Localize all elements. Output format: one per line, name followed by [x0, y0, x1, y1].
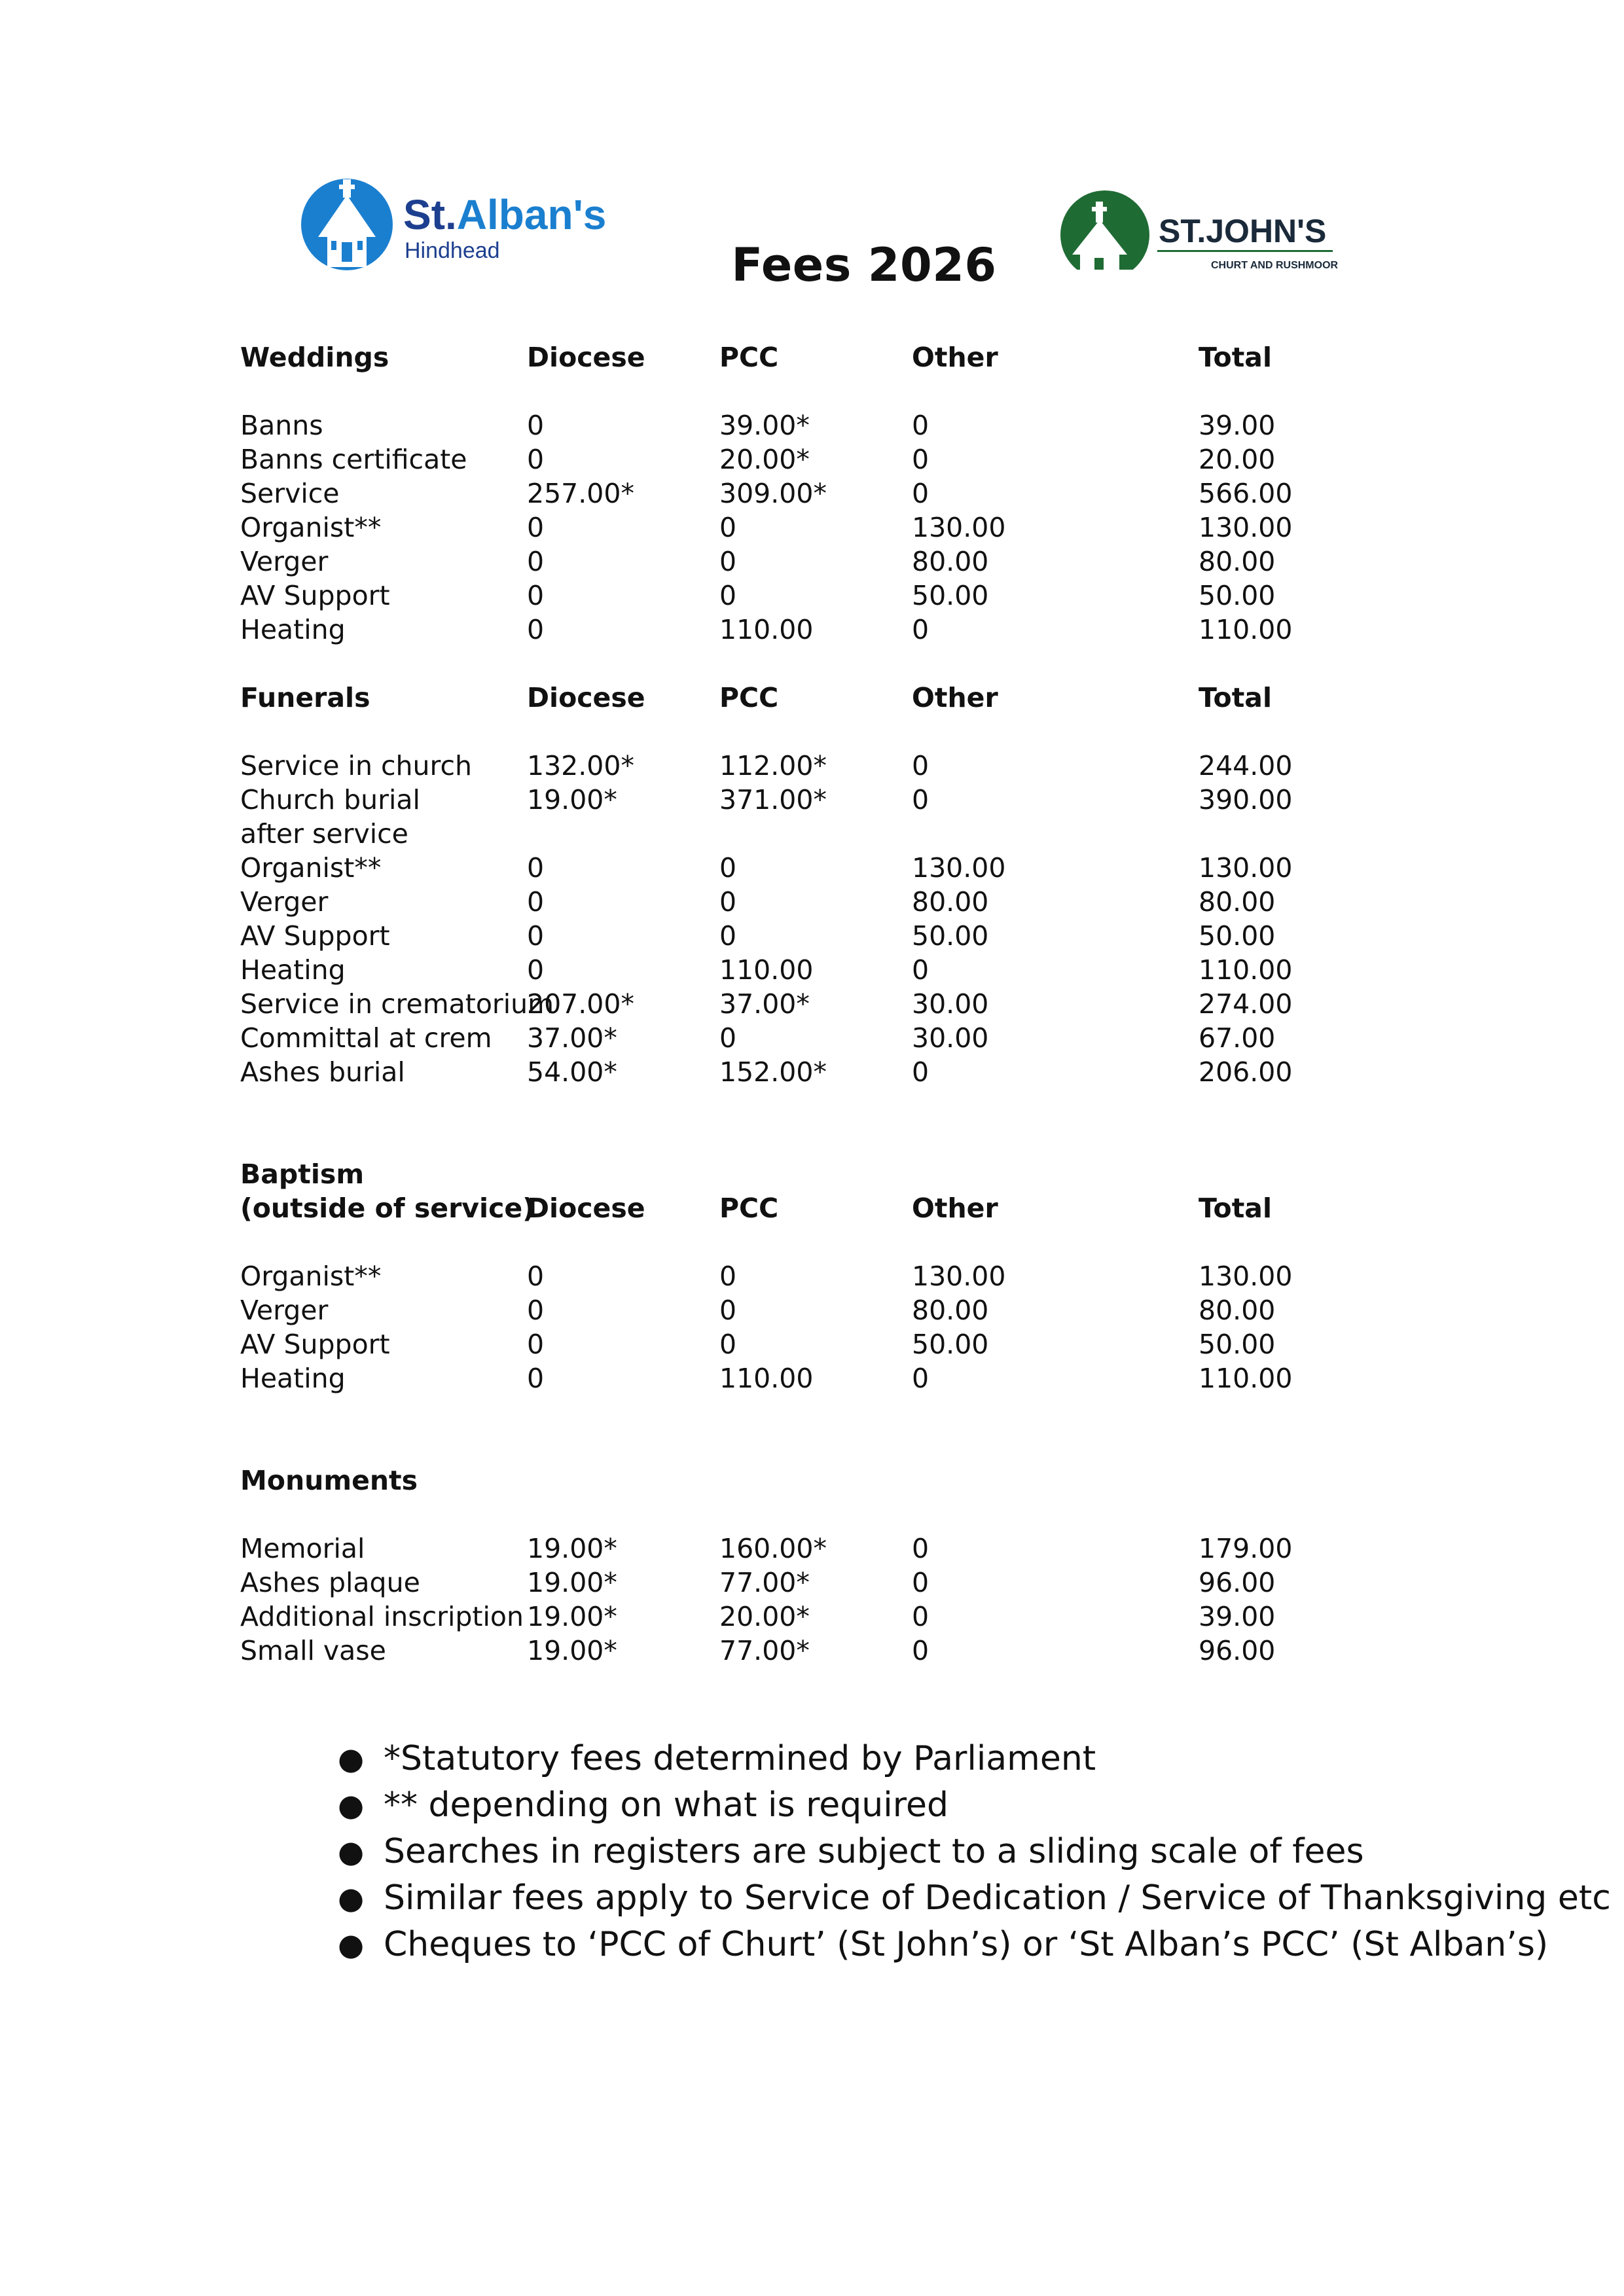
total-fee: 206.00 — [1199, 1056, 1293, 1088]
table-row — [240, 885, 1353, 919]
total-fee: 130.00 — [1199, 512, 1293, 543]
pcc-fee: 0 — [719, 580, 737, 611]
item-label: Heating — [240, 614, 346, 645]
pcc-fee: 20.00* — [719, 444, 810, 475]
funerals-header-row — [240, 681, 1353, 715]
item-label: Church burial — [240, 784, 420, 816]
pcc-fee: 0 — [719, 1022, 737, 1054]
st-albans-logo-sub: Hindhead — [405, 238, 500, 263]
item-label: Ashes plaque — [240, 1567, 420, 1598]
diocese-fee: 0 — [527, 1329, 545, 1360]
other-fee: 80.00 — [912, 886, 989, 918]
item-label: Service in crematorium — [240, 988, 554, 1020]
other-fee: 80.00 — [912, 1295, 989, 1326]
pcc-fee: 0 — [719, 920, 737, 952]
item-label: Organist** — [240, 512, 382, 543]
item-label: Banns certificate — [240, 444, 467, 475]
total-fee: 80.00 — [1199, 546, 1276, 577]
table-row — [240, 749, 1353, 783]
table-row — [240, 1600, 1353, 1634]
total-fee: 80.00 — [1199, 886, 1276, 918]
total-fee: 110.00 — [1199, 1363, 1293, 1394]
pcc-fee: 20.00* — [719, 1601, 810, 1632]
other-fee: 0 — [912, 1635, 929, 1666]
other-fee: 50.00 — [912, 920, 989, 952]
note-text: Similar fees apply to Service of Dedication / Service of Thanksgiving etc — [384, 1878, 1611, 1918]
other-fee: 50.00 — [912, 580, 989, 611]
total-fee: 50.00 — [1199, 1329, 1276, 1360]
table-row — [240, 919, 1353, 953]
item-label: Ashes burial — [240, 1056, 405, 1088]
pcc-fee: 0 — [719, 1295, 737, 1326]
section-title: Monuments — [240, 1465, 418, 1496]
pcc-fee: 0 — [719, 886, 737, 918]
table-row — [240, 1021, 1353, 1055]
item-label: Organist** — [240, 1261, 382, 1292]
diocese-fee: 132.00* — [527, 750, 634, 781]
table-row — [240, 851, 1353, 885]
pcc-fee: 0 — [719, 512, 737, 543]
diocese-fee: 257.00* — [527, 478, 634, 509]
table-row — [240, 613, 1353, 647]
total-fee: 39.00 — [1199, 1601, 1276, 1632]
column-header-diocese: Diocese — [527, 1193, 645, 1224]
column-header-pcc: PCC — [719, 342, 779, 373]
page-title: Fees 2026 — [731, 238, 997, 292]
total-fee: 50.00 — [1199, 920, 1276, 952]
column-header-other: Other — [912, 342, 998, 373]
section-title: Baptism — [240, 1158, 365, 1190]
st-johns-logo — [1059, 186, 1399, 284]
pcc-fee: 0 — [719, 1329, 737, 1360]
section-subtitle: (outside of service) — [240, 1193, 535, 1224]
pcc-fee: 110.00 — [719, 1363, 814, 1394]
item-label: Verger — [240, 886, 329, 918]
column-header-total: Total — [1199, 342, 1272, 373]
diocese-fee: 207.00* — [527, 988, 634, 1020]
bullet-icon: ● — [338, 1880, 365, 1916]
diocese-fee: 19.00* — [527, 1533, 617, 1564]
total-fee: 110.00 — [1199, 614, 1293, 645]
item-label: Heating — [240, 1363, 346, 1394]
item-label: AV Support — [240, 920, 390, 952]
bullet-icon: ● — [338, 1927, 365, 1962]
diocese-fee: 0 — [527, 852, 545, 884]
table-row — [240, 476, 1353, 511]
table-row — [240, 817, 1353, 851]
section-title: Weddings — [240, 342, 389, 373]
table-row — [240, 1293, 1353, 1327]
diocese-fee: 0 — [527, 580, 545, 611]
column-header-other: Other — [912, 1193, 998, 1224]
total-fee: 390.00 — [1199, 784, 1293, 816]
other-fee: 30.00 — [912, 1022, 989, 1054]
table-row — [240, 1327, 1353, 1361]
st-albans-logo-main: Alban's — [456, 191, 607, 238]
table-row — [240, 1055, 1353, 1089]
section-title: Funerals — [240, 682, 370, 713]
item-label: Organist** — [240, 852, 382, 884]
pcc-fee: 112.00* — [719, 750, 827, 781]
item-label: after service — [240, 818, 408, 850]
table-row — [240, 953, 1353, 987]
diocese-fee: 0 — [527, 1261, 545, 1292]
st-albans-logo — [300, 175, 640, 274]
diocese-fee: 19.00* — [527, 784, 617, 816]
pcc-fee: 39.00* — [719, 410, 810, 441]
diocese-fee: 0 — [527, 1295, 545, 1326]
item-label: Additional inscription — [240, 1601, 524, 1632]
list-item — [334, 1736, 1611, 1782]
table-row — [240, 1566, 1353, 1600]
other-fee: 130.00 — [912, 512, 1006, 543]
column-header-diocese: Diocese — [527, 342, 645, 373]
diocese-fee: 19.00* — [527, 1601, 617, 1632]
other-fee: 0 — [912, 1056, 929, 1088]
list-item — [334, 1875, 1611, 1922]
diocese-fee: 19.00* — [527, 1567, 617, 1598]
monuments-header-row — [240, 1463, 1353, 1498]
total-fee: 39.00 — [1199, 410, 1276, 441]
pcc-fee: 371.00* — [719, 784, 827, 816]
column-header-total: Total — [1199, 682, 1272, 713]
other-fee: 0 — [912, 1567, 929, 1598]
weddings-header-row — [240, 340, 1353, 374]
pcc-fee: 309.00* — [719, 478, 827, 509]
total-fee: 20.00 — [1199, 444, 1276, 475]
baptism-header-row-1 — [240, 1157, 1353, 1191]
table-row — [240, 1634, 1353, 1668]
pcc-fee: 110.00 — [719, 954, 814, 986]
total-fee: 96.00 — [1199, 1635, 1276, 1666]
diocese-fee: 0 — [527, 954, 545, 986]
other-fee: 0 — [912, 784, 929, 816]
column-header-other: Other — [912, 682, 998, 713]
other-fee: 0 — [912, 444, 929, 475]
fees-table — [240, 340, 1353, 1668]
column-header-pcc: PCC — [719, 1193, 779, 1224]
other-fee: 50.00 — [912, 1329, 989, 1360]
other-fee: 0 — [912, 1533, 929, 1564]
diocese-fee: 0 — [527, 614, 545, 645]
table-row — [240, 1259, 1353, 1293]
st-johns-logo-main: ST.JOHN'S — [1159, 213, 1327, 249]
bullet-icon: ● — [338, 1741, 365, 1776]
diocese-fee: 54.00* — [527, 1056, 617, 1088]
other-fee: 130.00 — [912, 1261, 1006, 1292]
table-row — [240, 987, 1353, 1021]
note-text: *Statutory fees determined by Parliament — [384, 1739, 1096, 1778]
note-text: Cheques to ‘PCC of Churt’ (St John’s) or ‘St Alban’s PCC’ (St Alban’s) — [384, 1925, 1549, 1964]
list-item — [334, 1829, 1611, 1875]
other-fee: 80.00 — [912, 546, 989, 577]
other-fee: 130.00 — [912, 852, 1006, 884]
item-label: Heating — [240, 954, 346, 986]
diocese-fee: 0 — [527, 920, 545, 952]
pcc-fee: 110.00 — [719, 614, 814, 645]
item-label: AV Support — [240, 1329, 390, 1360]
other-fee: 30.00 — [912, 988, 989, 1020]
pcc-fee: 77.00* — [719, 1635, 810, 1666]
diocese-fee: 0 — [527, 444, 545, 475]
table-row — [240, 511, 1353, 545]
bullet-icon: ● — [338, 1834, 365, 1869]
total-fee: 274.00 — [1199, 988, 1293, 1020]
table-row — [240, 783, 1353, 817]
st-albans-logo-prefix: St. — [403, 191, 457, 238]
item-label: Verger — [240, 546, 329, 577]
table-row — [240, 579, 1353, 613]
item-label: Service — [240, 478, 340, 509]
diocese-fee: 0 — [527, 410, 545, 441]
notes-list — [334, 1736, 1611, 1968]
diocese-fee: 0 — [527, 886, 545, 918]
total-fee: 244.00 — [1199, 750, 1293, 781]
pcc-fee: 37.00* — [719, 988, 810, 1020]
table-row — [240, 545, 1353, 579]
diocese-fee: 0 — [527, 1363, 545, 1394]
bullet-icon: ● — [338, 1787, 365, 1823]
item-label: Service in church — [240, 750, 472, 781]
note-text: Searches in registers are subject to a sliding scale of fees — [384, 1832, 1364, 1871]
item-label: Committal at crem — [240, 1022, 492, 1054]
column-header-total: Total — [1199, 1193, 1272, 1224]
other-fee: 0 — [912, 1601, 929, 1632]
other-fee: 0 — [912, 478, 929, 509]
column-header-pcc: PCC — [719, 682, 779, 713]
column-header-diocese: Diocese — [527, 682, 645, 713]
diocese-fee: 37.00* — [527, 1022, 617, 1054]
item-label: Banns — [240, 410, 323, 441]
diocese-fee: 0 — [527, 512, 545, 543]
total-fee: 130.00 — [1199, 1261, 1293, 1292]
diocese-fee: 19.00* — [527, 1635, 617, 1666]
st-johns-logo-sub: CHURT AND RUSHMOOR — [1211, 260, 1339, 271]
total-fee: 566.00 — [1199, 478, 1293, 509]
total-fee: 179.00 — [1199, 1533, 1293, 1564]
svg-text:St.Alban's — [403, 191, 606, 238]
pcc-fee: 77.00* — [719, 1567, 810, 1598]
note-text: ** depending on what is required — [384, 1785, 948, 1825]
table-row — [240, 1361, 1353, 1395]
other-fee: 0 — [912, 750, 929, 781]
pcc-fee: 0 — [719, 1261, 737, 1292]
other-fee: 0 — [912, 954, 929, 986]
list-item — [334, 1782, 1611, 1829]
other-fee: 0 — [912, 410, 929, 441]
other-fee: 0 — [912, 1363, 929, 1394]
table-row — [240, 1532, 1353, 1566]
list-item — [334, 1922, 1611, 1968]
total-fee: 130.00 — [1199, 852, 1293, 884]
pcc-fee: 0 — [719, 852, 737, 884]
total-fee: 67.00 — [1199, 1022, 1276, 1054]
pcc-fee: 0 — [719, 546, 737, 577]
item-label: Verger — [240, 1295, 329, 1326]
table-row — [240, 442, 1353, 476]
pcc-fee: 160.00* — [719, 1533, 827, 1564]
baptism-header-row-2 — [240, 1191, 1353, 1225]
diocese-fee: 0 — [527, 546, 545, 577]
item-label: Memorial — [240, 1533, 365, 1564]
item-label: AV Support — [240, 580, 390, 611]
pcc-fee: 152.00* — [719, 1056, 827, 1088]
total-fee: 96.00 — [1199, 1567, 1276, 1598]
table-row — [240, 408, 1353, 442]
total-fee: 50.00 — [1199, 580, 1276, 611]
total-fee: 110.00 — [1199, 954, 1293, 986]
other-fee: 0 — [912, 614, 929, 645]
total-fee: 80.00 — [1199, 1295, 1276, 1326]
item-label: Small vase — [240, 1635, 386, 1666]
